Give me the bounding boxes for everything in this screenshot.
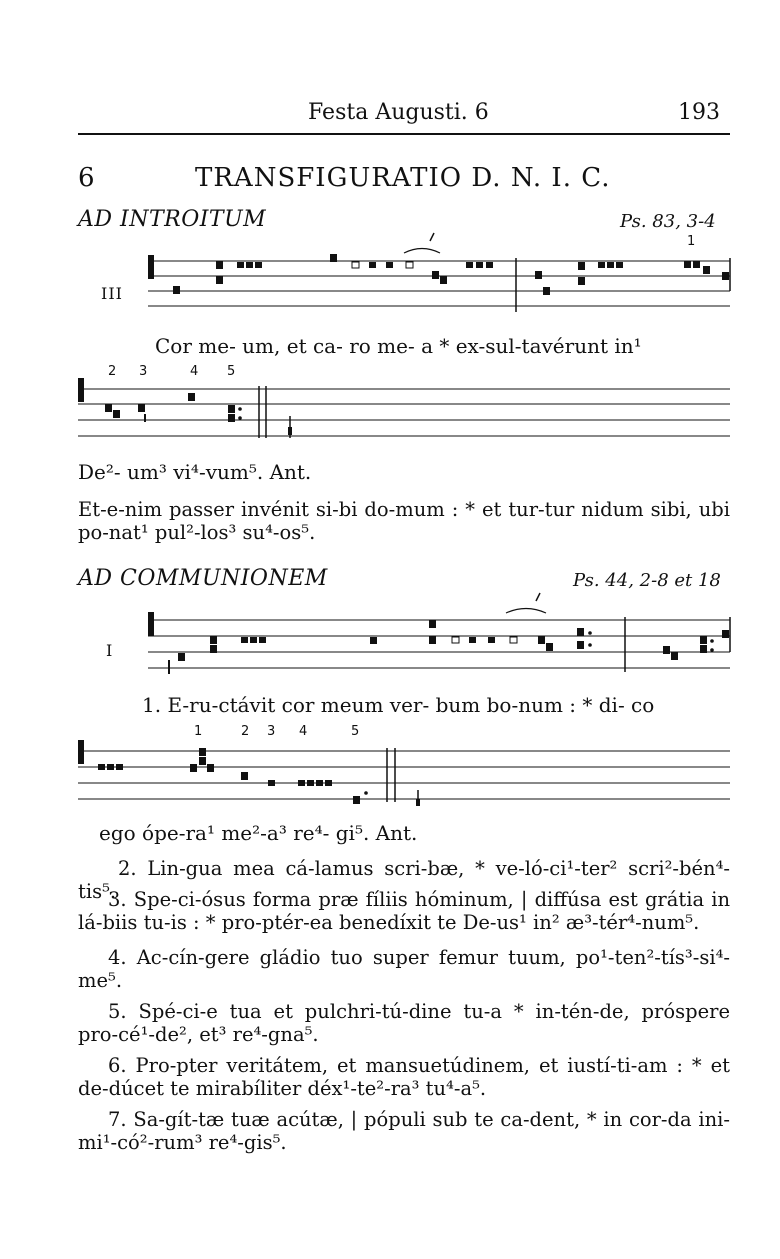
- feast-day: 6: [78, 163, 96, 193]
- introit-line2-number-4: 5: [227, 364, 236, 379]
- introit-psalm-ref: Ps. 83, 3-4: [620, 211, 716, 232]
- header-rule: [78, 133, 730, 135]
- communion-line2-number-3: 3: [267, 724, 276, 739]
- communion-lyrics-2: ego ópe-ra¹ me²-a³ re⁴- gi⁵. Ant.: [99, 821, 418, 845]
- introit-lyrics-2: De²- um³ vi⁴-vum⁵. Ant.: [78, 460, 312, 484]
- communion-mode: I: [106, 641, 114, 660]
- introit-verse: Et-e-nim passer invénit si-bi do-mum : * et tur-tur nidum sibi, ubi po-nat¹ pul²-los³ su⁴-os⁵.: [78, 498, 730, 544]
- communion-line2-number-1: 1: [194, 724, 203, 739]
- introit-line2-number-1: 2: [108, 364, 117, 379]
- introit-lyrics-1: Cor me- um, et ca- ro me- a * ex-sul-tavérunt in¹: [155, 334, 642, 358]
- communion-lyrics-1: 1. E-ru-ctávit cor meum ver- bum bo-num : * di- co: [142, 693, 655, 717]
- communion-line2-number-4: 4: [299, 724, 308, 739]
- introit-line2-number-3: 4: [190, 364, 199, 379]
- introit-label: AD INTROITUM: [78, 207, 267, 232]
- communion-verse-7: 7. Sa-gít-tæ tuæ acútæ, | pópuli sub te ca-dent, * in cor-da ini-mi¹-có²-rum³ re⁴-gis⁵.: [78, 1108, 730, 1154]
- communion-label: AD COMMUNIONEM: [78, 566, 328, 591]
- communion-verse-5: 5. Spé-ci-e tua et pulchri-tú-dine tu-a * in-tén-de, próspere pro-cé¹-de², et³ re⁴-gna⁵.: [78, 1000, 730, 1046]
- running-title: Festa Augusti. 6: [308, 100, 489, 125]
- introit-line1-numbers: 1: [687, 234, 696, 249]
- communion-verse-4: 4. Ac-cín-gere gládio tuo super femur tuum, po¹-ten²-tís³-si⁴-me⁵.: [78, 946, 730, 992]
- communion-line2-number-5: 5: [351, 724, 360, 739]
- feast-title: TRANSFIGURATIO D. N. I. C.: [195, 163, 611, 193]
- communion-verse-3: 3. Spe-ci-ósus forma præ fíliis hóminum, | diffúsa est grátia in lá-biis tu-is : * pro-ptér-ea benedíxit te De-us¹ in² æ³-tér⁴-num⁵.: [78, 888, 730, 934]
- communion-line2-number-2: 2: [241, 724, 250, 739]
- page-number: 193: [678, 100, 720, 125]
- introit-mode: III: [101, 284, 123, 303]
- communion-verse-6: 6. Pro-pter veritátem, et mansuetúdinem, et iustí-ti-am : * et de-dúcet te mirabíliter déx¹-te²-ra³ tu⁴-a⁵.: [78, 1054, 730, 1100]
- communion-verse-2: 2. Lin-gua mea cá-lamus scri-bæ, * ve-ló-ci¹-ter² scri²-bén⁴-tis⁵.: [78, 857, 730, 903]
- communion-psalm-ref: Ps. 44, 2-8 et 18: [573, 570, 721, 591]
- introit-line2-number-2: 3: [139, 364, 148, 379]
